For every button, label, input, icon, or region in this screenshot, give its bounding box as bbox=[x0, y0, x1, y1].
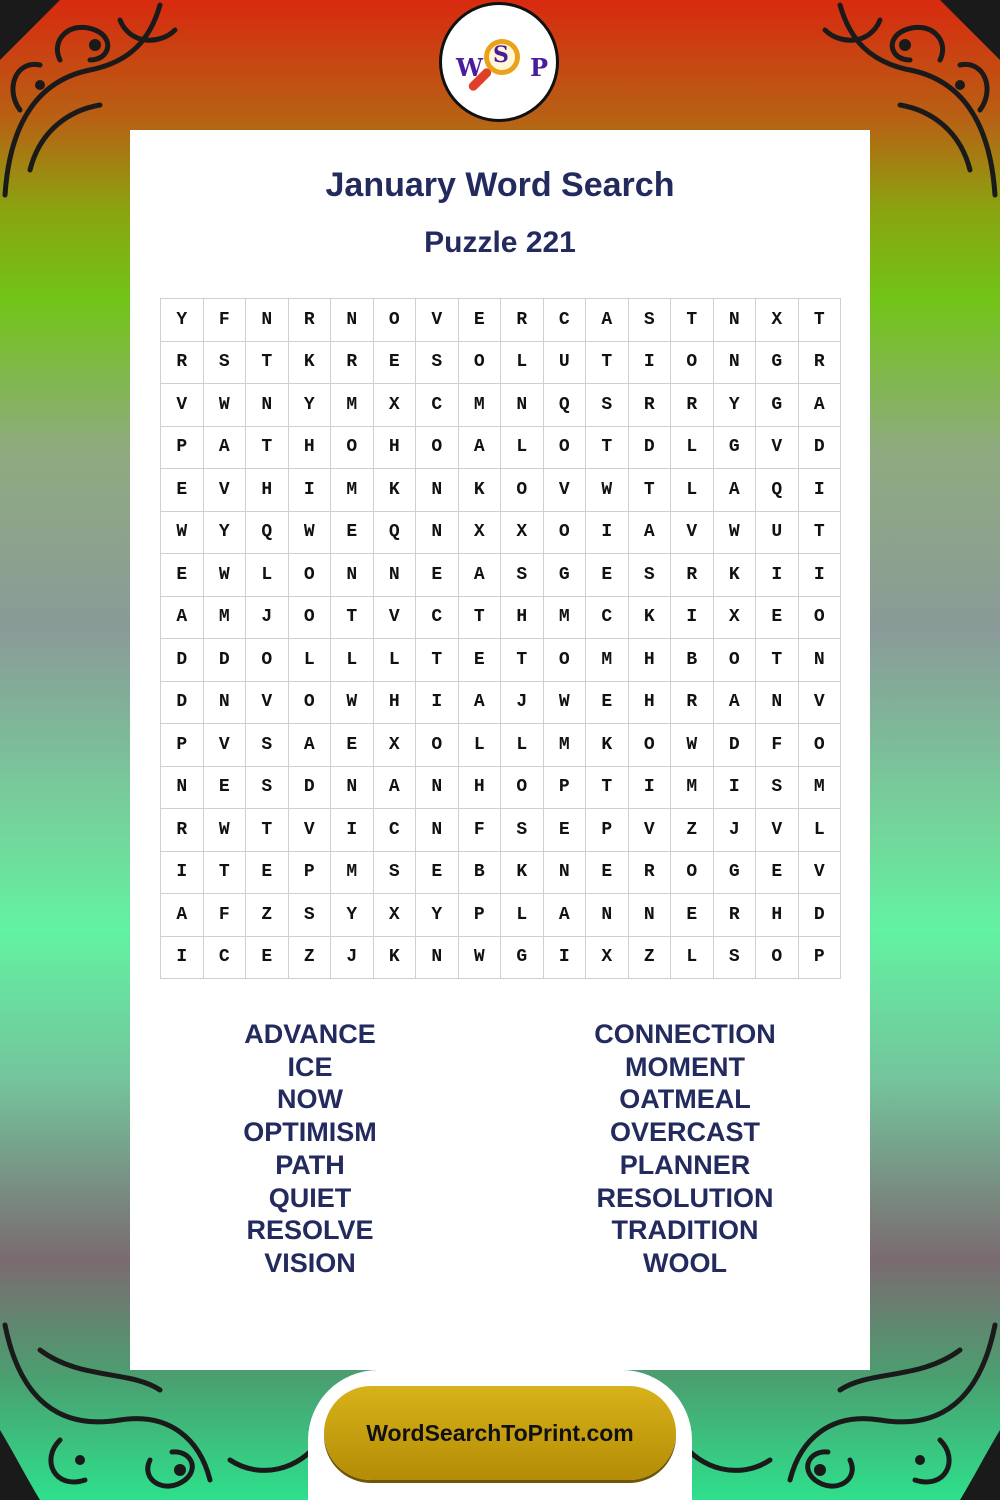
grid-cell[interactable]: J bbox=[246, 597, 289, 640]
word-list-item: OVERCAST bbox=[609, 1117, 761, 1148]
grid-cell[interactable]: V bbox=[756, 809, 799, 852]
grid-cell[interactable]: E bbox=[246, 937, 289, 980]
grid-cell[interactable]: R bbox=[714, 894, 757, 937]
grid-cell[interactable]: O bbox=[544, 639, 587, 682]
grid-cell[interactable]: W bbox=[204, 554, 247, 597]
site-logo[interactable] bbox=[439, 2, 559, 122]
word-list-item: RESOLUTION bbox=[596, 1182, 774, 1213]
grid-cell[interactable]: T bbox=[586, 342, 629, 385]
grid-cell[interactable]: L bbox=[501, 427, 544, 470]
grid-cell[interactable]: Q bbox=[246, 512, 289, 555]
grid-cell[interactable]: N bbox=[714, 342, 757, 385]
grid-cell[interactable]: L bbox=[289, 639, 332, 682]
grid-cell[interactable]: E bbox=[331, 724, 374, 767]
word-list-item: WOOL bbox=[643, 1247, 727, 1278]
grid-cell[interactable]: O bbox=[799, 724, 842, 767]
word-list-item: TRADITION bbox=[611, 1215, 759, 1246]
grid-cell[interactable]: P bbox=[289, 852, 332, 895]
grid-cell[interactable]: Y bbox=[416, 894, 459, 937]
grid-cell[interactable]: I bbox=[629, 767, 672, 810]
grid-cell[interactable]: Q bbox=[544, 384, 587, 427]
grid-cell[interactable]: E bbox=[586, 554, 629, 597]
grid-cell[interactable]: F bbox=[204, 299, 247, 342]
grid-cell[interactable]: N bbox=[586, 894, 629, 937]
grid-cell[interactable]: J bbox=[714, 809, 757, 852]
grid-cell[interactable]: V bbox=[756, 427, 799, 470]
grid-cell[interactable]: L bbox=[501, 342, 544, 385]
site-link-label: WordSearchToPrint.com bbox=[366, 1419, 634, 1446]
grid-cell[interactable]: A bbox=[629, 512, 672, 555]
grid-cell[interactable]: S bbox=[756, 767, 799, 810]
grid-cell[interactable]: P bbox=[799, 937, 842, 980]
word-list-item: OPTIMISM bbox=[243, 1117, 377, 1148]
grid-cell[interactable]: W bbox=[161, 512, 204, 555]
grid-cell[interactable]: E bbox=[756, 597, 799, 640]
grid-cell[interactable]: R bbox=[629, 852, 672, 895]
grid-cell[interactable]: K bbox=[629, 597, 672, 640]
grid-cell[interactable]: R bbox=[289, 299, 332, 342]
word-list-item: ADVANCE bbox=[244, 1019, 376, 1049]
word-list-item: MOMENT bbox=[625, 1051, 745, 1082]
grid-cell[interactable]: I bbox=[289, 469, 332, 512]
grid-cell[interactable]: M bbox=[544, 597, 587, 640]
grid-cell[interactable]: E bbox=[459, 639, 502, 682]
grid-cell[interactable]: D bbox=[161, 682, 204, 725]
grid-cell[interactable]: O bbox=[289, 554, 332, 597]
grid-cell[interactable]: M bbox=[204, 597, 247, 640]
grid-cell[interactable]: X bbox=[459, 512, 502, 555]
grid-cell[interactable]: D bbox=[799, 427, 842, 470]
grid-cell[interactable]: Q bbox=[756, 469, 799, 512]
grid-cell[interactable]: V bbox=[204, 724, 247, 767]
grid-cell[interactable]: W bbox=[289, 512, 332, 555]
word-list-item: QUIET bbox=[268, 1182, 352, 1213]
grid-cell[interactable]: D bbox=[289, 767, 332, 810]
word-list-item: NOW bbox=[277, 1084, 343, 1115]
grid-cell[interactable]: H bbox=[374, 427, 417, 470]
grid-cell[interactable]: R bbox=[629, 384, 672, 427]
grid-cell[interactable]: M bbox=[331, 469, 374, 512]
grid-cell[interactable]: C bbox=[586, 597, 629, 640]
grid-cell[interactable]: G bbox=[544, 554, 587, 597]
grid-cell[interactable]: Z bbox=[671, 809, 714, 852]
grid-cell[interactable]: M bbox=[331, 852, 374, 895]
grid-cell[interactable]: G bbox=[714, 427, 757, 470]
grid-cell[interactable]: T bbox=[671, 299, 714, 342]
grid-cell[interactable]: V bbox=[374, 597, 417, 640]
grid-cell[interactable]: A bbox=[289, 724, 332, 767]
grid-cell[interactable]: F bbox=[204, 894, 247, 937]
grid-cell[interactable]: A bbox=[459, 682, 502, 725]
grid-cell[interactable]: G bbox=[501, 937, 544, 980]
grid-cell[interactable]: L bbox=[799, 809, 842, 852]
grid-cell[interactable]: E bbox=[756, 852, 799, 895]
grid-cell[interactable]: N bbox=[246, 299, 289, 342]
grid-cell[interactable]: F bbox=[459, 809, 502, 852]
grid-cell[interactable]: T bbox=[416, 639, 459, 682]
grid-cell[interactable]: C bbox=[544, 299, 587, 342]
grid-cell[interactable]: W bbox=[544, 682, 587, 725]
grid-cell[interactable]: A bbox=[459, 554, 502, 597]
grid-cell[interactable]: E bbox=[204, 767, 247, 810]
grid-cell[interactable]: V bbox=[671, 512, 714, 555]
grid-cell[interactable]: S bbox=[246, 767, 289, 810]
grid-cell[interactable]: O bbox=[671, 342, 714, 385]
grid-cell[interactable]: N bbox=[629, 894, 672, 937]
grid-cell[interactable]: W bbox=[204, 809, 247, 852]
grid-cell[interactable]: I bbox=[586, 512, 629, 555]
grid-cell[interactable]: L bbox=[671, 469, 714, 512]
grid-cell[interactable]: V bbox=[629, 809, 672, 852]
grid-cell[interactable]: N bbox=[331, 554, 374, 597]
grid-cell[interactable]: U bbox=[544, 342, 587, 385]
grid-cell[interactable]: O bbox=[289, 597, 332, 640]
grid-cell[interactable]: E bbox=[671, 894, 714, 937]
grid-cell[interactable]: W bbox=[586, 469, 629, 512]
grid-cell[interactable]: N bbox=[799, 639, 842, 682]
grid-cell[interactable]: O bbox=[501, 767, 544, 810]
grid-cell[interactable]: O bbox=[714, 639, 757, 682]
grid-cell[interactable]: W bbox=[714, 512, 757, 555]
grid-cell[interactable]: O bbox=[289, 682, 332, 725]
grid-cell[interactable]: J bbox=[331, 937, 374, 980]
grid-cell[interactable]: Z bbox=[629, 937, 672, 980]
grid-cell[interactable]: M bbox=[544, 724, 587, 767]
grid-cell[interactable]: T bbox=[586, 427, 629, 470]
grid-cell[interactable]: T bbox=[459, 597, 502, 640]
grid-cell[interactable]: S bbox=[714, 937, 757, 980]
grid-cell[interactable]: N bbox=[331, 299, 374, 342]
grid-cell[interactable]: A bbox=[544, 894, 587, 937]
grid-cell[interactable]: Z bbox=[246, 894, 289, 937]
word-list-item: PATH bbox=[275, 1149, 345, 1180]
grid-cell[interactable]: A bbox=[714, 469, 757, 512]
grid-cell[interactable]: A bbox=[161, 597, 204, 640]
grid-cell[interactable]: T bbox=[799, 512, 842, 555]
grid-cell[interactable]: P bbox=[161, 427, 204, 470]
word-list-right bbox=[505, 1018, 865, 1280]
grid-cell[interactable]: R bbox=[331, 342, 374, 385]
grid-cell[interactable]: C bbox=[416, 384, 459, 427]
grid-cell[interactable]: B bbox=[459, 852, 502, 895]
grid-cell[interactable]: R bbox=[501, 299, 544, 342]
word-list-left bbox=[130, 1018, 490, 1280]
grid-cell[interactable]: A bbox=[374, 767, 417, 810]
grid-cell[interactable]: N bbox=[204, 682, 247, 725]
grid-cell[interactable]: N bbox=[416, 767, 459, 810]
grid-cell[interactable]: H bbox=[629, 639, 672, 682]
grid-cell[interactable]: P bbox=[459, 894, 502, 937]
grid-cell[interactable]: O bbox=[459, 342, 502, 385]
grid-cell[interactable]: G bbox=[756, 342, 799, 385]
grid-cell[interactable]: K bbox=[289, 342, 332, 385]
grid-cell[interactable]: W bbox=[459, 937, 502, 980]
grid-cell[interactable]: N bbox=[756, 682, 799, 725]
grid-cell[interactable]: E bbox=[544, 809, 587, 852]
grid-cell[interactable]: T bbox=[246, 342, 289, 385]
grid-cell[interactable]: E bbox=[586, 682, 629, 725]
grid-cell[interactable]: O bbox=[416, 427, 459, 470]
grid-cell[interactable]: T bbox=[204, 852, 247, 895]
grid-cell[interactable]: E bbox=[416, 554, 459, 597]
grid-cell[interactable]: E bbox=[374, 342, 417, 385]
grid-cell[interactable]: P bbox=[544, 767, 587, 810]
grid-cell[interactable]: M bbox=[799, 767, 842, 810]
grid-cell[interactable]: I bbox=[161, 852, 204, 895]
word-list-item: OATMEAL bbox=[619, 1084, 751, 1115]
grid-cell[interactable]: B bbox=[671, 639, 714, 682]
grid-cell[interactable]: O bbox=[416, 724, 459, 767]
grid-cell[interactable]: L bbox=[671, 427, 714, 470]
grid-cell[interactable]: T bbox=[246, 809, 289, 852]
grid-cell[interactable]: S bbox=[501, 809, 544, 852]
grid-cell[interactable]: O bbox=[374, 299, 417, 342]
grid-cell[interactable]: N bbox=[374, 554, 417, 597]
word-list-item: ICE bbox=[287, 1051, 333, 1082]
grid-cell[interactable]: M bbox=[459, 384, 502, 427]
grid-cell[interactable]: A bbox=[459, 427, 502, 470]
grid-cell[interactable]: X bbox=[374, 384, 417, 427]
grid-cell[interactable]: K bbox=[374, 937, 417, 980]
grid-cell[interactable]: V bbox=[799, 682, 842, 725]
grid-cell[interactable]: G bbox=[756, 384, 799, 427]
grid-cell[interactable]: E bbox=[459, 299, 502, 342]
word-list-item: VISION bbox=[264, 1247, 356, 1278]
grid-cell[interactable]: V bbox=[416, 299, 459, 342]
grid-cell[interactable]: H bbox=[501, 597, 544, 640]
grid-cell[interactable]: N bbox=[416, 469, 459, 512]
grid-cell[interactable]: I bbox=[416, 682, 459, 725]
grid-cell[interactable]: N bbox=[501, 384, 544, 427]
grid-cell[interactable]: Q bbox=[374, 512, 417, 555]
grid-cell[interactable]: E bbox=[586, 852, 629, 895]
grid-cell[interactable]: P bbox=[586, 809, 629, 852]
logo-letter-w: W bbox=[456, 53, 483, 82]
grid-cell[interactable]: I bbox=[756, 554, 799, 597]
grid-cell[interactable]: R bbox=[671, 554, 714, 597]
grid-cell[interactable]: A bbox=[204, 427, 247, 470]
grid-cell[interactable]: V bbox=[544, 469, 587, 512]
grid-cell[interactable]: I bbox=[714, 767, 757, 810]
grid-cell[interactable]: R bbox=[799, 342, 842, 385]
logo-letter-p: P bbox=[530, 53, 549, 82]
grid-cell[interactable]: W bbox=[331, 682, 374, 725]
grid-cell[interactable]: E bbox=[246, 852, 289, 895]
grid-cell[interactable]: T bbox=[246, 427, 289, 470]
grid-cell[interactable]: C bbox=[374, 809, 417, 852]
grid-cell[interactable]: E bbox=[416, 852, 459, 895]
word-list-item: PLANNER bbox=[619, 1149, 751, 1180]
puzzle-number: Puzzle 221 bbox=[424, 226, 576, 259]
grid-cell[interactable]: D bbox=[629, 427, 672, 470]
grid-cell[interactable]: Y bbox=[714, 384, 757, 427]
grid-cell[interactable]: Y bbox=[161, 299, 204, 342]
grid-cell[interactable]: I bbox=[544, 937, 587, 980]
grid-cell[interactable]: G bbox=[714, 852, 757, 895]
grid-cell[interactable]: O bbox=[544, 427, 587, 470]
grid-cell[interactable]: L bbox=[374, 639, 417, 682]
grid-cell[interactable]: S bbox=[501, 554, 544, 597]
grid-cell[interactable]: D bbox=[799, 894, 842, 937]
grid-cell[interactable]: S bbox=[629, 299, 672, 342]
grid-cell[interactable]: T bbox=[331, 597, 374, 640]
grid-cell[interactable]: O bbox=[799, 597, 842, 640]
grid-cell[interactable]: R bbox=[671, 384, 714, 427]
grid-cell[interactable]: E bbox=[161, 554, 204, 597]
grid-cell[interactable]: O bbox=[331, 427, 374, 470]
grid-cell[interactable]: H bbox=[246, 469, 289, 512]
grid-cell[interactable]: H bbox=[289, 427, 332, 470]
grid-cell[interactable]: S bbox=[289, 894, 332, 937]
grid-cell[interactable]: X bbox=[714, 597, 757, 640]
grid-cell[interactable]: W bbox=[204, 384, 247, 427]
grid-cell[interactable]: T bbox=[629, 469, 672, 512]
grid-cell[interactable]: H bbox=[629, 682, 672, 725]
grid-cell[interactable]: T bbox=[586, 767, 629, 810]
grid-cell[interactable]: A bbox=[161, 894, 204, 937]
grid-cell[interactable]: S bbox=[204, 342, 247, 385]
page-title: January Word Search bbox=[325, 166, 675, 204]
grid-cell[interactable]: H bbox=[459, 767, 502, 810]
grid-cell[interactable]: A bbox=[714, 682, 757, 725]
grid-cell[interactable]: O bbox=[544, 512, 587, 555]
word-list-item: RESOLVE bbox=[246, 1215, 374, 1246]
grid-cell[interactable]: L bbox=[501, 894, 544, 937]
grid-cell[interactable]: A bbox=[799, 384, 842, 427]
grid-cell[interactable]: E bbox=[161, 469, 204, 512]
letter-grid bbox=[160, 298, 841, 979]
grid-cell[interactable]: R bbox=[161, 809, 204, 852]
grid-cell[interactable]: L bbox=[501, 724, 544, 767]
grid-cell[interactable]: A bbox=[586, 299, 629, 342]
puzzle-card bbox=[130, 130, 870, 1370]
grid-cell[interactable]: W bbox=[671, 724, 714, 767]
grid-cell[interactable]: O bbox=[756, 937, 799, 980]
grid-cell[interactable]: J bbox=[501, 682, 544, 725]
grid-cell[interactable]: S bbox=[374, 852, 417, 895]
grid-cell[interactable]: N bbox=[246, 384, 289, 427]
grid-cell[interactable]: X bbox=[374, 894, 417, 937]
grid-cell[interactable]: M bbox=[586, 639, 629, 682]
grid-cell[interactable]: K bbox=[459, 469, 502, 512]
word-list-item: CONNECTION bbox=[594, 1019, 776, 1049]
grid-cell[interactable]: O bbox=[671, 852, 714, 895]
grid-cell[interactable]: S bbox=[246, 724, 289, 767]
grid-cell[interactable]: X bbox=[586, 937, 629, 980]
grid-cell[interactable]: T bbox=[756, 639, 799, 682]
grid-cell[interactable]: S bbox=[416, 342, 459, 385]
grid-cell[interactable]: V bbox=[161, 384, 204, 427]
grid-cell[interactable]: R bbox=[161, 342, 204, 385]
grid-cell[interactable]: I bbox=[671, 597, 714, 640]
grid-cell[interactable]: K bbox=[714, 554, 757, 597]
grid-cell[interactable]: L bbox=[459, 724, 502, 767]
grid-cell[interactable]: Y bbox=[204, 512, 247, 555]
grid-cell[interactable]: N bbox=[331, 767, 374, 810]
grid-cell[interactable]: K bbox=[501, 852, 544, 895]
grid-cell[interactable]: I bbox=[629, 342, 672, 385]
grid-cell[interactable]: O bbox=[246, 639, 289, 682]
grid-cell[interactable]: H bbox=[374, 682, 417, 725]
grid-cell[interactable]: D bbox=[204, 639, 247, 682]
grid-cell[interactable]: L bbox=[671, 937, 714, 980]
grid-cell[interactable]: N bbox=[416, 512, 459, 555]
grid-cell[interactable]: V bbox=[289, 809, 332, 852]
grid-cell[interactable]: Y bbox=[289, 384, 332, 427]
grid-cell[interactable]: D bbox=[714, 724, 757, 767]
grid-cell[interactable]: T bbox=[799, 299, 842, 342]
grid-cell[interactable]: S bbox=[586, 384, 629, 427]
grid-cell[interactable]: I bbox=[799, 554, 842, 597]
grid-cell[interactable]: D bbox=[161, 639, 204, 682]
grid-cell[interactable]: E bbox=[331, 512, 374, 555]
grid-cell[interactable]: M bbox=[331, 384, 374, 427]
grid-cell[interactable]: V bbox=[204, 469, 247, 512]
grid-cell[interactable]: L bbox=[331, 639, 374, 682]
grid-cell[interactable]: V bbox=[799, 852, 842, 895]
grid-cell[interactable]: N bbox=[416, 809, 459, 852]
grid-cell[interactable]: X bbox=[756, 299, 799, 342]
grid-cell[interactable]: C bbox=[204, 937, 247, 980]
grid-cell[interactable]: I bbox=[331, 809, 374, 852]
grid-cell[interactable]: I bbox=[799, 469, 842, 512]
grid-cell[interactable]: X bbox=[374, 724, 417, 767]
grid-cell[interactable]: O bbox=[501, 469, 544, 512]
logo-letter-s: S bbox=[493, 42, 509, 68]
grid-cell[interactable]: H bbox=[756, 894, 799, 937]
grid-cell[interactable]: Z bbox=[289, 937, 332, 980]
grid-cell[interactable]: Y bbox=[331, 894, 374, 937]
grid-cell[interactable]: K bbox=[586, 724, 629, 767]
grid-cell[interactable]: M bbox=[671, 767, 714, 810]
grid-cell[interactable]: V bbox=[246, 682, 289, 725]
grid-cell[interactable]: F bbox=[756, 724, 799, 767]
grid-cell[interactable]: I bbox=[161, 937, 204, 980]
grid-cell[interactable]: N bbox=[714, 299, 757, 342]
grid-cell[interactable]: R bbox=[671, 682, 714, 725]
grid-cell[interactable]: T bbox=[501, 639, 544, 682]
grid-cell[interactable]: P bbox=[161, 724, 204, 767]
grid-cell[interactable]: L bbox=[246, 554, 289, 597]
grid-cell[interactable]: S bbox=[629, 554, 672, 597]
grid-cell[interactable]: N bbox=[161, 767, 204, 810]
grid-cell[interactable]: X bbox=[501, 512, 544, 555]
site-link-button[interactable] bbox=[324, 1386, 676, 1480]
grid-cell[interactable]: O bbox=[629, 724, 672, 767]
grid-cell[interactable]: K bbox=[374, 469, 417, 512]
grid-cell[interactable]: N bbox=[544, 852, 587, 895]
grid-cell[interactable]: N bbox=[416, 937, 459, 980]
grid-cell[interactable]: U bbox=[756, 512, 799, 555]
grid-cell[interactable]: C bbox=[416, 597, 459, 640]
